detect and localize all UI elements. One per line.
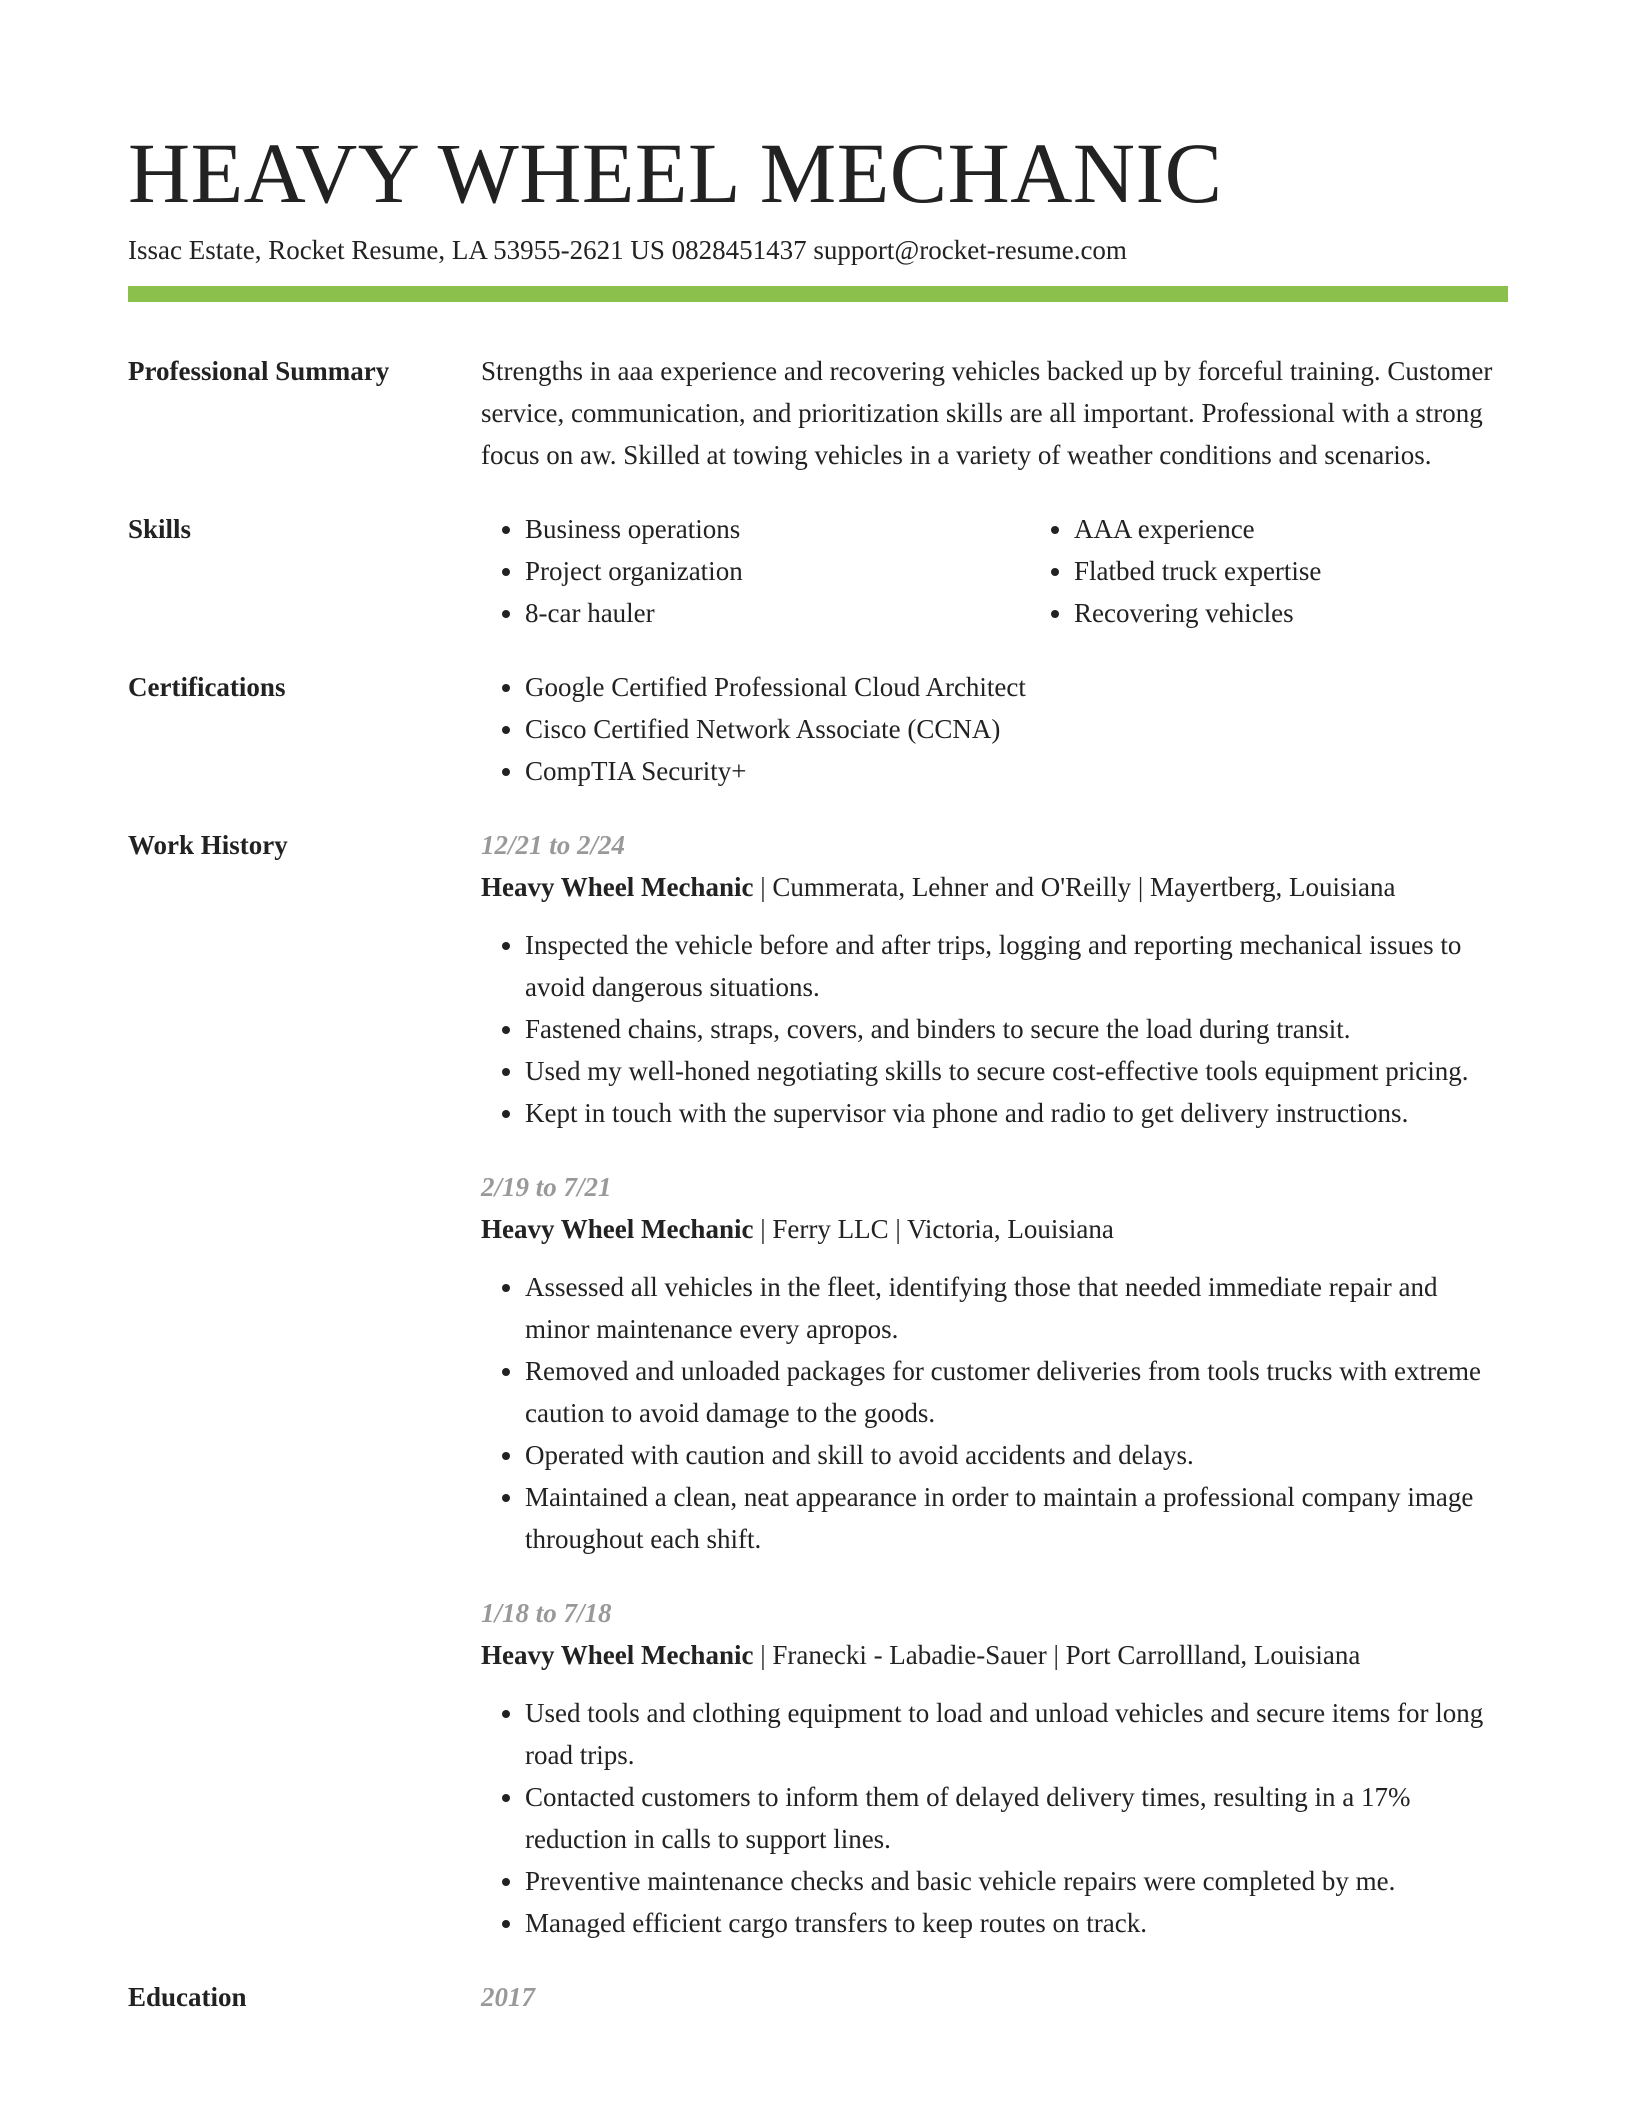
work-history-section (128, 824, 1508, 1944)
skills-list-left (481, 508, 1030, 634)
job-bullet: • Used my well-honed negotiating skills to secure cost-effective tools equipment pricing. (525, 1050, 1508, 1092)
certification-item: • Google Certified Professional Cloud Architect (525, 666, 1508, 708)
section-title: Work History (128, 830, 288, 860)
job-details: | Cummerata, Lehner and O'Reilly | Mayertberg, Louisiana (753, 872, 1396, 902)
job-dates: 1/18 to 7/18 (481, 1598, 612, 1628)
summary-section (128, 350, 1508, 476)
job-details: | Ferry LLC | Victoria, Louisiana (753, 1214, 1114, 1244)
job-bullet: • Inspected the vehicle before and after trips, logging and reporting mechanical issues to avoid dangerous situations. (525, 924, 1508, 1008)
skill-item: • AAA experience (1074, 508, 1579, 550)
job-bullet: • Kept in touch with the supervisor via phone and radio to get delivery instructions. (525, 1092, 1508, 1134)
job-bullets (481, 1266, 1508, 1560)
job-dates: 12/21 to 2/24 (481, 830, 626, 860)
job-bullet: • Removed and unloaded packages for customer deliveries from tools trucks with extreme caution to avoid damage to the goods. (525, 1350, 1508, 1434)
job-entry (481, 824, 1508, 1134)
certifications-section (128, 666, 1508, 792)
job-bullet: • Operated with caution and skill to avoid accidents and delays. (525, 1434, 1508, 1476)
job-dates: 2/19 to 7/21 (481, 1172, 612, 1202)
section-title: Education (128, 1982, 247, 2012)
job-bullets (481, 924, 1508, 1134)
job-title: Heavy Wheel Mechanic (481, 1214, 754, 1244)
work-history-body (481, 824, 1508, 1944)
education-date: 2017 (481, 1982, 535, 2012)
summary-body (481, 350, 1508, 476)
job-bullet: • Maintained a clean, neat appearance in order to maintain a professional company image throughout each shift. (525, 1476, 1508, 1560)
contact-line: Issac Estate, Rocket Resume, LA 53955-2621 US 0828451437 support@rocket-resume.com (128, 235, 1127, 265)
skill-item: • Flatbed truck expertise (1074, 550, 1579, 592)
certifications-list (481, 666, 1508, 792)
section-title: Skills (128, 514, 192, 544)
job-details: | Franecki - Labadie-Sauer | Port Carrollland, Louisiana (753, 1640, 1361, 1670)
skill-item: • Project organization (525, 550, 1030, 592)
section-title: Certifications (128, 672, 286, 702)
skill-item: • Business operations (525, 508, 1030, 550)
skills-body (481, 508, 1579, 634)
skill-item: • 8-car hauler (525, 592, 1030, 634)
job-title: Heavy Wheel Mechanic (481, 1640, 754, 1670)
job-bullet: • Assessed all vehicles in the fleet, identifying those that needed immediate repair and minor maintenance every apropos. (525, 1266, 1508, 1350)
certification-item: • Cisco Certified Network Associate (CCNA) (525, 708, 1508, 750)
job-heading (481, 1208, 1508, 1250)
skill-item: • Recovering vehicles (1074, 592, 1579, 634)
job-bullet: • Used tools and clothing equipment to load and unload vehicles and secure items for long road trips. (525, 1692, 1508, 1776)
skills-list-right (1030, 508, 1579, 634)
job-heading (481, 1634, 1508, 1676)
job-bullet: • Fastened chains, straps, covers, and binders to secure the load during transit. (525, 1008, 1508, 1050)
education-body (481, 1976, 1508, 2018)
job-bullet: • Managed efficient cargo transfers to keep routes on track. (525, 1902, 1508, 1944)
section-title: Professional Summary (128, 356, 390, 386)
job-heading (481, 866, 1508, 908)
resume-sections (128, 350, 1508, 2018)
education-section (128, 1976, 1508, 2018)
skills-section (128, 508, 1508, 634)
job-bullets (481, 1692, 1508, 1944)
job-entry (481, 1592, 1508, 1944)
job-bullet: • Preventive maintenance checks and basic vehicle repairs were completed by me. (525, 1860, 1508, 1902)
job-bullet: • Contacted customers to inform them of delayed delivery times, resulting in a 17% reduction in calls to support lines. (525, 1776, 1508, 1860)
job-title: Heavy Wheel Mechanic (481, 872, 754, 902)
job-entry (481, 1166, 1508, 1560)
header-divider (128, 286, 1508, 302)
certification-item: • CompTIA Security+ (525, 750, 1508, 792)
summary-text: Strengths in aaa experience and recovering vehicles backed up by forceful training. Customer service, communication, and prioritization skills are all important. Professional with a strong focus on aw. Skilled at towing vehicles in a variety of weather conditions and scenarios. (481, 356, 1493, 470)
resume-name: HEAVY WHEEL MECHANIC (128, 125, 1223, 221)
certifications-body (481, 666, 1508, 792)
